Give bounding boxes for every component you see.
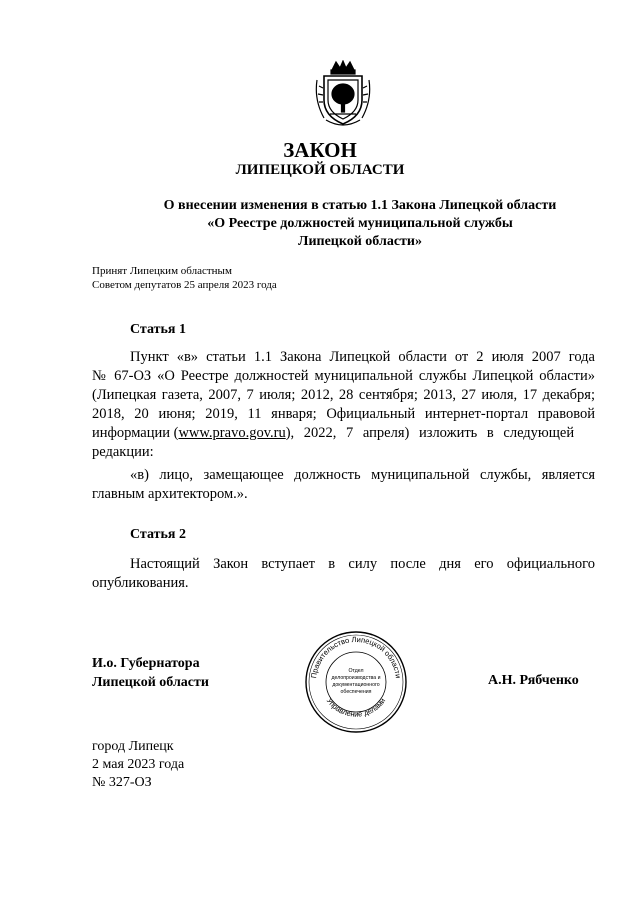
signatory-position: И.о. Губернатора Липецкой области	[92, 656, 209, 690]
svg-text:Управление делами	[325, 696, 388, 718]
article-2-line: Настоящий Закон вступает в силу после дня его официального	[130, 556, 595, 572]
svg-text:документационного: документационного	[332, 682, 380, 688]
adoption-line: Советом депутатов 25 апреля 2023 года	[92, 279, 277, 291]
stamp-outer-text: Правительство Липецкой области	[309, 634, 403, 679]
law-subject	[100, 197, 620, 251]
quote-line: главным архитектором.».	[92, 486, 248, 502]
subject-line: Липецкой области»	[298, 234, 422, 249]
article-1-line: редакции:	[92, 444, 154, 460]
city: город Липецк	[92, 739, 174, 754]
article-2-heading: Статья 2	[130, 527, 186, 542]
quote-line: «в) лицо, замещающее должность муниципальной службы, является	[130, 467, 595, 483]
signatory-name: А.Н. Рябченко	[488, 673, 579, 688]
article-2-body	[92, 555, 595, 593]
law-number: № 327-ОЗ	[92, 775, 152, 790]
article-1-line: (Липецкая газета, 2007, 7 июля; 2012, 28 сентября; 2013, 27 июля, 17 декабря;	[92, 387, 595, 403]
svg-text:Отдел: Отдел	[348, 668, 364, 674]
article-1-line-with-link: информации (www.pravo.gov.ru), 2022, 7 апреля) изложить в следующей	[92, 425, 575, 441]
document-type-title: ЗАКОН	[283, 138, 357, 162]
subject-line: «О Реестре должностей муниципальной службы	[207, 216, 513, 231]
article-2-line: опубликования.	[92, 575, 189, 591]
svg-text:обеспечения: обеспечения	[340, 689, 372, 695]
law-date: 2 мая 2023 года	[92, 757, 185, 772]
coat-of-arms-icon	[314, 60, 372, 128]
adoption-line: Принят Липецким областным	[92, 265, 232, 277]
adoption-note	[92, 264, 277, 292]
region-title: ЛИПЕЦКОЙ ОБЛАСТИ	[235, 162, 405, 178]
subject-line: О внесении изменения в статью 1.1 Закона Липецкой области	[163, 198, 557, 213]
article-1-line: № 67-ОЗ «О Реестре должностей муниципальной службы Липецкой области»	[92, 368, 595, 384]
svg-text:делопроизводства и: делопроизводства и	[331, 675, 381, 681]
article-1-quote	[92, 466, 595, 504]
official-stamp	[304, 630, 408, 734]
article-1-heading: Статья 1	[130, 322, 186, 337]
article-1-body	[92, 348, 595, 462]
article-1-line: Пункт «в» статьи 1.1 Закона Липецкой области от 2 июля 2007 года	[130, 349, 595, 365]
stamp-bottom-text: Управление делами	[324, 696, 388, 719]
place-date-number	[92, 738, 184, 792]
article-1-line: 2018, 20 июня; 2019, 11 января; Официальный интернет-портал правовой	[92, 406, 595, 422]
pravo-gov-link[interactable]: www.pravo.gov.ru	[178, 425, 286, 441]
